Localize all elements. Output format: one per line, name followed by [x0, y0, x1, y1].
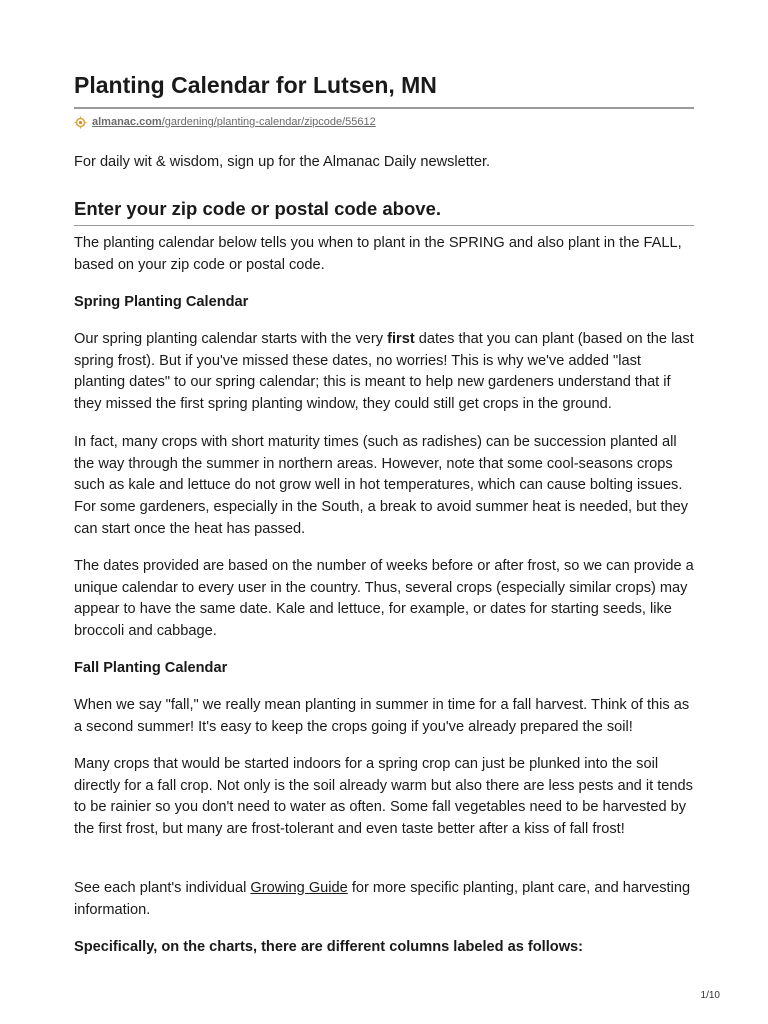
fall-paragraph-2: Many crops that would be started indoors for a spring crop can just be plunked into the soil directly for a fall crop. Not only is the soil already warm but also there are less pests and it tends to be rainier so you don't need to water as often. Some fall vegetables need to be harvested by the first frost, but many are frost-tolerant and even taste better after a kiss of fall frost! — [74, 756, 693, 838]
fall-paragraph-1: When we say "fall," we really mean planting in summer in time for a fall harvest. Think of this as a second summer! It's easy to keep the crops going if you've already prepared the soil! — [74, 697, 690, 735]
fall-heading: Fall Planting Calendar — [74, 660, 228, 676]
fall-p3-text-b: for more specific planting, plant care, and harvesting information. — [74, 880, 691, 918]
source-path: /gardening/planting-calendar/zipcode/55612 — [161, 116, 376, 128]
fall-p3-text-a: See each plant's individual — [74, 880, 251, 896]
spring-paragraph-1 — [74, 329, 694, 416]
newsletter-text: For daily wit & wisdom, sign up for the Almanac Daily newsletter. — [74, 154, 491, 170]
columns-intro: Specifically, on the charts, there are different columns labeled as follows: — [74, 939, 584, 955]
source-domain: almanac.com — [92, 116, 162, 128]
growing-guide-link[interactable]: Growing Guide — [250, 880, 348, 896]
source-url — [74, 114, 376, 130]
page-number: 1/10 — [700, 990, 720, 1001]
spring-p1-text-a: Our spring planting calendar starts with the very — [74, 331, 388, 347]
spring-p1-bold: first — [387, 331, 415, 347]
spring-paragraph-3: The dates provided are based on the number of weeks before or after frost, so we can provide a unique calendar to every user in the country. Thus, several crops (especially similar crops) may appear to have the same date. Kale and lettuce, for example, or dates for starting seeds, like broccoli and cabbage. — [74, 558, 694, 640]
almanac-favicon-icon — [74, 116, 87, 129]
title-divider — [74, 107, 694, 109]
heading-divider — [74, 225, 694, 226]
spring-heading: Spring Planting Calendar — [74, 294, 249, 310]
zip-heading: Enter your zip code or postal code above. — [74, 198, 441, 219]
intro-paragraph: The planting calendar below tells you when to plant in the SPRING and also plant in the FALL, based on your zip code or postal code. — [74, 235, 682, 273]
spring-p1-text-b: dates that you can plant (based on the last spring frost). But if you've missed these dates, no worries! This is why we've added "last planting dates" to our spring calendar; this is meant to help new gardeners understand that if they missed the first spring planting window, they could still get crops in the ground. — [74, 331, 694, 413]
source-link[interactable] — [92, 114, 376, 130]
spring-paragraph-2: In fact, many crops with short maturity times (such as radishes) can be succession planted all the way through the summer in northern areas. However, note that some cool-seasons crops such as kale and lettuce do not grow well in hot temperatures, which can cause bolting issues. For some gardeners, especially in the South, a break to avoid summer heat is needed, but they can start once the heat has passed. — [74, 434, 689, 537]
fall-paragraph-3 — [74, 878, 694, 921]
page-title: Planting Calendar for Lutsen, MN — [74, 72, 437, 98]
